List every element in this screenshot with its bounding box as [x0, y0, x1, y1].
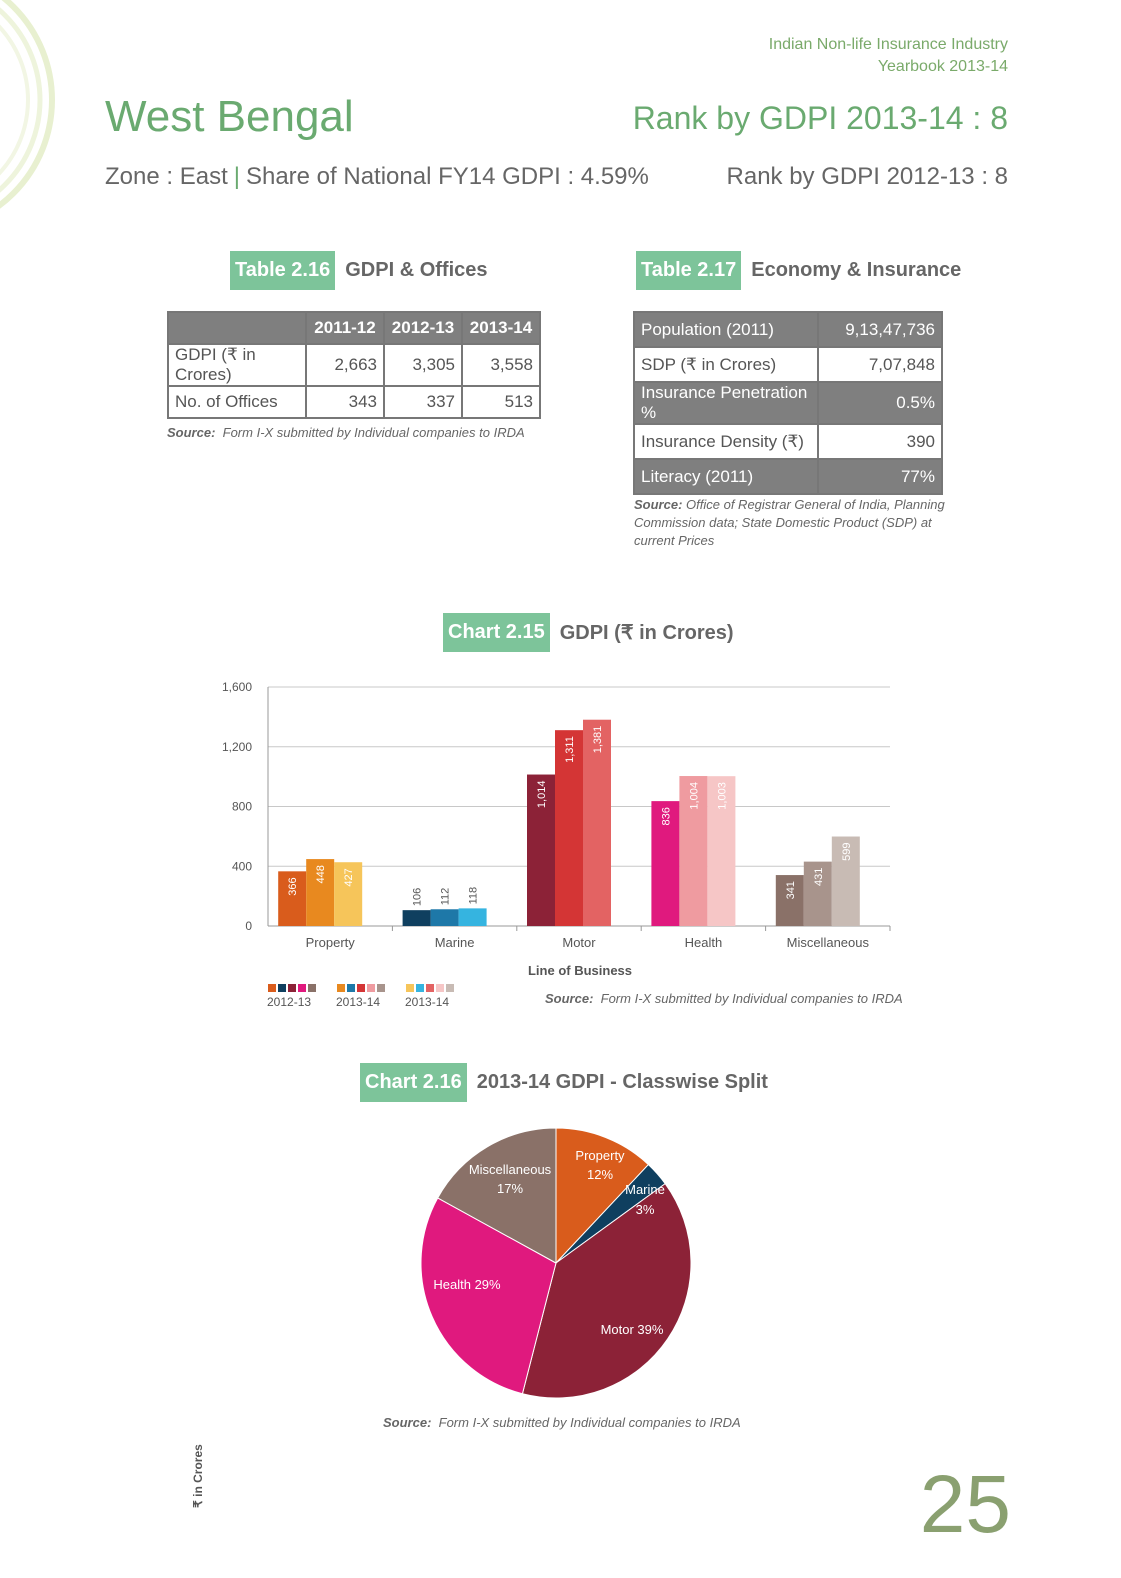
share-text: Share of National FY14 GDPI : 4.59% [245, 163, 649, 190]
data-label: 448 [315, 865, 328, 884]
legend-swatch [367, 984, 375, 992]
y-tick-label: 0 [245, 919, 252, 933]
table-row [168, 344, 540, 386]
legend-swatch [337, 984, 345, 992]
row-label: GDPI (₹ in Crores) [168, 344, 306, 386]
col-header: 2012-13 [384, 312, 462, 344]
slice-value-miscellaneous: 17% [496, 1181, 524, 1196]
legend-label: 2013-14 [336, 995, 381, 1009]
bar [459, 908, 487, 926]
y-tick-labels [222, 680, 252, 933]
source-text: Form I-X submitted by Individual companies to IRDA [438, 1415, 741, 1430]
chart-2-16-title: 2013-14 GDPI - Classwise Split [476, 1071, 768, 1093]
source-label: Source: [634, 497, 683, 512]
table-row [634, 312, 942, 347]
legend-swatch [426, 984, 434, 992]
rank-2013-14: Rank by GDPI 2013-14 : 8 [632, 100, 1008, 136]
x-tick-label: Miscellaneous [786, 935, 869, 950]
header-line-2: Yearbook 2013-14 [877, 58, 1008, 75]
col-header: 2011-12 [306, 312, 384, 344]
legend-swatch [357, 984, 365, 992]
legend-swatch [268, 984, 276, 992]
table-2-17-tag: Table 2.17 [636, 251, 741, 290]
data-label: 118 [467, 886, 480, 905]
slice-label-property: Property [575, 1148, 625, 1163]
data-label: 836 [660, 807, 673, 826]
y-axis-label: ₹ in Crores [191, 1444, 205, 1508]
data-label: 431 [812, 867, 825, 886]
source-label: Source: [167, 425, 216, 440]
table-2-16-title: GDPI & Offices [345, 259, 488, 281]
legend-swatch [446, 984, 454, 992]
table-2-16-source [167, 425, 525, 440]
data-label: 599 [840, 842, 853, 861]
running-header [769, 34, 1008, 78]
slice-label-health: Health 29% [433, 1277, 501, 1292]
economy-insurance-table [633, 311, 943, 495]
table-2-16-tag: Table 2.16 [230, 251, 335, 290]
data-label: 1,014 [536, 780, 548, 809]
source-label: Source: [545, 991, 594, 1006]
legend-swatch [298, 984, 306, 992]
data-label: 341 [784, 881, 797, 900]
table-2-17-source [634, 496, 945, 550]
table-2-16-caption [230, 251, 488, 290]
table-row [634, 347, 942, 382]
zone-share-line [105, 163, 649, 191]
chart-2-16-source [383, 1415, 741, 1430]
table-row [168, 386, 540, 418]
legend-swatch [406, 984, 414, 992]
slice-label-miscellaneous: Miscellaneous [468, 1162, 552, 1177]
decorative-rings [0, 0, 80, 260]
source-text: Form I-X submitted by Individual companies to IRDA [222, 425, 525, 440]
bar [431, 909, 459, 926]
y-tick-label: 800 [231, 799, 252, 814]
cell: 3,305 [384, 344, 462, 386]
table-2-17-caption [636, 251, 961, 290]
cell: 390 [818, 424, 942, 459]
slice-label-marine: Marine [625, 1182, 665, 1197]
pie-slices [421, 1128, 691, 1398]
source-line [634, 496, 945, 514]
row-label: No. of Offices [168, 386, 306, 418]
page-number: 25 [919, 1459, 1011, 1550]
table-header-row [168, 312, 540, 344]
data-label: 1,003 [716, 782, 729, 810]
chart-2-15-title: GDPI (₹ in Crores) [559, 622, 734, 644]
chart-2-15-caption [443, 613, 734, 652]
cell: 9,13,47,736 [818, 312, 942, 347]
legend-swatch [308, 984, 316, 992]
legend-label: 2012-13 [267, 995, 312, 1009]
cell: 2,663 [306, 344, 384, 386]
cell: 343 [306, 386, 384, 418]
data-label: 1,311 [564, 736, 576, 763]
data-label: 427 [343, 868, 356, 887]
classwise-pie-chart [400, 1110, 720, 1410]
x-tick-label: Motor [562, 935, 596, 950]
legend-swatch [416, 984, 424, 992]
gdpi-offices-table [167, 311, 541, 419]
table-row [634, 424, 942, 459]
data-label: 1,004 [688, 782, 701, 810]
y-tick-label: 1,200 [221, 739, 252, 754]
chart-2-16-tag: Chart 2.16 [360, 1063, 467, 1102]
x-tick-label: Health [684, 935, 723, 950]
source-text: Form I-X submitted by Individual companies to IRDA [600, 991, 903, 1006]
source-line: Commission data; State Domestic Product (SDP) at [634, 515, 932, 530]
x-tick-label: Marine [434, 935, 475, 950]
row-label: SDP (₹ in Crores) [634, 347, 818, 382]
corner-cell [168, 312, 306, 344]
legend-label: 2013-14 [405, 995, 450, 1009]
row-label: Insurance Density (₹) [634, 424, 818, 459]
rank-2012-13: Rank by GDPI 2012-13 : 8 [726, 163, 1008, 190]
separator: | [233, 163, 240, 190]
chart-2-15-source [545, 991, 903, 1006]
slice-value-marine: 3% [635, 1202, 655, 1217]
legend-swatch [436, 984, 444, 992]
col-header: 2013-14 [462, 312, 540, 344]
cell: 77% [818, 459, 942, 494]
bar [403, 910, 431, 926]
legend [267, 984, 454, 1009]
x-tick-labels [306, 926, 890, 950]
table-row [634, 459, 942, 494]
header-line-1: Indian Non-life Insurance Industry [768, 36, 1008, 53]
chart-2-15-tag: Chart 2.15 [443, 613, 550, 652]
legend-swatch [347, 984, 355, 992]
zone-text: Zone : East [105, 163, 228, 190]
cell: 0.5% [818, 382, 942, 424]
data-label: 106 [411, 887, 424, 907]
data-label: 366 [287, 877, 300, 896]
page-title: West Bengal [105, 92, 354, 141]
legend-swatch [278, 984, 286, 992]
x-tick-label: Property [305, 935, 355, 950]
source-text: Office of Registrar General of India, Planning [686, 497, 945, 512]
table-row [634, 382, 942, 424]
cell: 7,07,848 [818, 347, 942, 382]
y-tick-label: 400 [231, 859, 252, 874]
row-label: Literacy (2011) [634, 459, 818, 494]
row-label: Insurance Penetration % [634, 382, 818, 424]
cell: 3,558 [462, 344, 540, 386]
y-tick-label: 1,600 [221, 680, 252, 694]
table-2-17-title: Economy & Insurance [751, 259, 962, 281]
legend-swatch [377, 984, 385, 992]
row-label: Population (2011) [634, 312, 818, 347]
legend-swatch [288, 984, 296, 992]
slice-label-motor: Motor 39% [600, 1322, 664, 1337]
data-label: 112 [439, 887, 452, 906]
chart-2-16-caption [360, 1063, 768, 1102]
cell: 337 [384, 386, 462, 418]
source-label: Source: [383, 1415, 432, 1430]
x-axis-label: Line of Business [527, 963, 633, 978]
bars [278, 720, 860, 926]
cell: 513 [462, 386, 540, 418]
source-line: current Prices [634, 533, 715, 548]
slice-value-property: 12% [586, 1167, 614, 1182]
data-label: 1,381 [592, 725, 604, 754]
